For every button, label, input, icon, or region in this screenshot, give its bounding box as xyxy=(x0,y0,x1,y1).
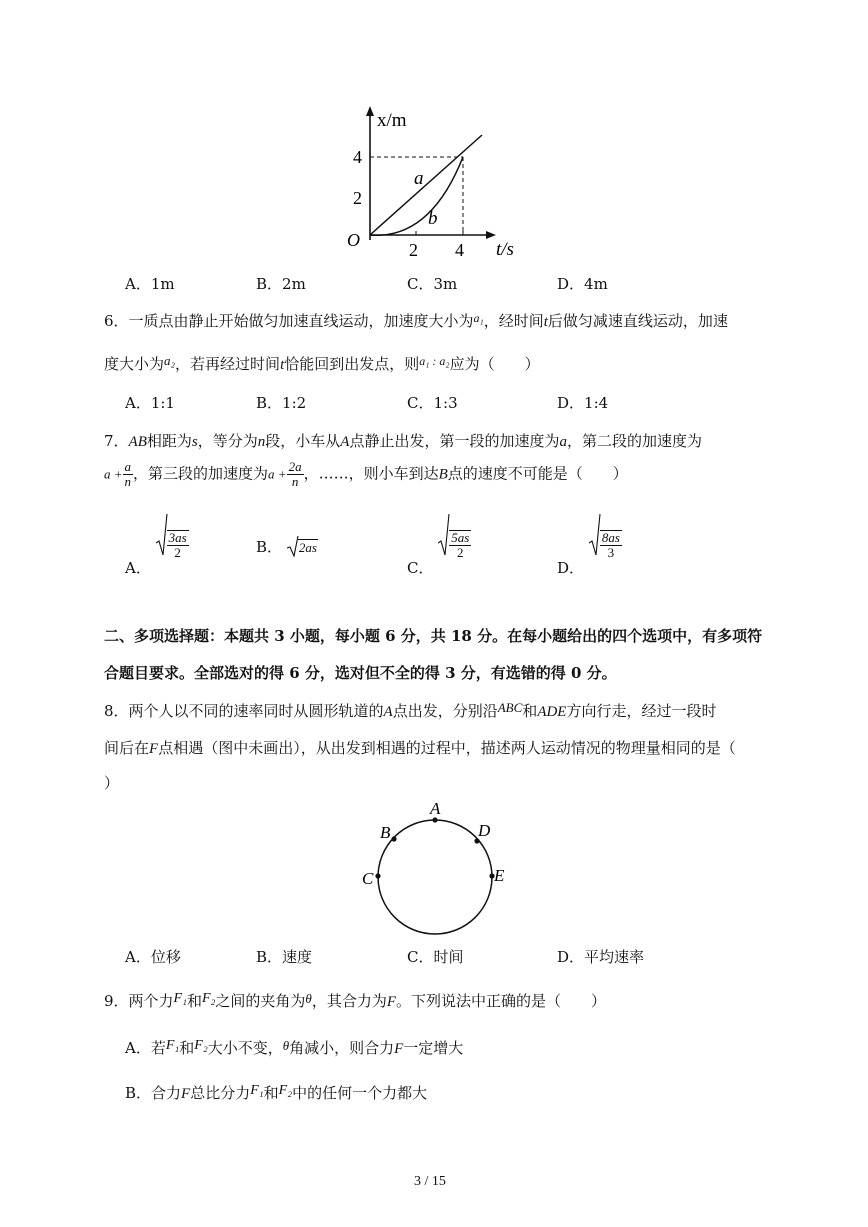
q9-text-5: 。下列说法中正确的是（ ） xyxy=(396,992,607,1010)
y-tick-label-2: 2 xyxy=(353,188,362,208)
q6-symbol-a2: a₂ xyxy=(164,353,176,368)
q8-option-b: B．速度 xyxy=(256,948,313,966)
q7-option-a-frac xyxy=(167,530,189,560)
q7-option-b-label: B． xyxy=(256,538,283,556)
q5-option-b: B．2m xyxy=(256,275,306,293)
q7-text-1: 7． xyxy=(104,432,129,450)
q8-line2 xyxy=(104,737,736,758)
q6-text-1: 6．一质点由静止开始做匀加速直线运动，加速度大小为 xyxy=(104,312,474,330)
origin-label: O xyxy=(347,230,360,250)
section-2-heading-line1: 二、多项选择题：本题共 3 小题，每小题 6 分，共 18 分。在每小题给出的四个选项中，有多项符 xyxy=(104,627,763,645)
q7-option-d xyxy=(557,513,622,578)
q7-option-c-den: 2 xyxy=(457,545,464,560)
q9-a-text-5: 一定增大 xyxy=(403,1039,464,1057)
q7-frac1-num: a xyxy=(124,459,132,474)
sqrt-icon xyxy=(287,535,299,557)
q9-a-symbol-F: F xyxy=(394,1041,404,1057)
q7-option-c-label: C． xyxy=(407,559,434,577)
x-axis-label: t/s xyxy=(496,239,514,260)
q7-option-d-frac xyxy=(600,530,622,560)
q8-option-d: D．平均速率 xyxy=(557,948,645,966)
point-c xyxy=(375,873,380,878)
q6-text-7: 应为（ ） xyxy=(449,355,540,373)
q6-symbol-t: t xyxy=(543,314,548,330)
q7-text-3: ，等分为 xyxy=(197,432,258,450)
q7-text-4: 段，小车从 xyxy=(265,432,341,450)
q7-option-b-value: 2as xyxy=(298,540,317,555)
q9-a-symbol-theta: θ xyxy=(282,1038,290,1053)
q9-symbol-theta: θ xyxy=(305,991,312,1006)
q7-frac1-den: n xyxy=(124,474,132,489)
q8-symbol-ade: ADE xyxy=(537,704,567,720)
q7-frac1 xyxy=(123,460,134,489)
q9-option-b xyxy=(125,1082,427,1103)
q9-b-text-3: 和 xyxy=(263,1084,279,1102)
q9-a-symbol-f1: F₁ xyxy=(165,1038,180,1053)
q6-text-2: ，经时间 xyxy=(483,312,544,330)
q7-option-a-num: 3as xyxy=(168,530,187,545)
q9-a-text-3: 大小不变， xyxy=(207,1039,283,1057)
q7-symbol-a: a xyxy=(559,434,567,450)
q8-text-5: 间后在 xyxy=(104,739,150,757)
q6-option-d: D．1:4 xyxy=(557,394,609,412)
q7-option-a-den: 2 xyxy=(174,545,181,560)
circle-track-diagram xyxy=(350,798,520,938)
q7-text-2: 相距为 xyxy=(146,432,192,450)
q7-symbol-A: A xyxy=(340,434,350,450)
q8-option-c: C．时间 xyxy=(407,948,464,966)
q7-frac1-pre: a + xyxy=(104,466,123,482)
x-axis-arrow xyxy=(486,231,496,239)
q7-symbol-ab: AB xyxy=(128,434,147,450)
q8-symbol-abc: ABC xyxy=(497,700,523,715)
q9-a-text-1: A．若 xyxy=(125,1039,166,1057)
y-tick-label-4: 4 xyxy=(353,147,362,167)
q7-symbol-B: B xyxy=(438,466,448,483)
q6-text-6: 恰能回到出发点，则 xyxy=(284,355,420,373)
point-b xyxy=(391,836,396,841)
q5-option-a: A．1m xyxy=(125,275,175,293)
q7-frac2 xyxy=(287,460,304,489)
q8-text-2: 点出发，分别沿 xyxy=(392,702,498,720)
q9-a-text-4: 角减小，则合力 xyxy=(289,1039,395,1057)
q9-b-text-1: B．合力 xyxy=(125,1084,182,1102)
q7-frac2-den: n xyxy=(291,474,299,489)
q6-option-c: C．1:3 xyxy=(407,394,458,412)
q7-text-9: 点的速度不可能是（ ） xyxy=(447,464,628,483)
label-a: A xyxy=(430,799,441,818)
y-axis-label: x/m xyxy=(377,110,407,131)
q7-option-a-label: A． xyxy=(125,559,151,577)
q8-text-3: 和 xyxy=(522,702,538,720)
x-tick-label-2: 2 xyxy=(409,240,418,260)
q6-ratio: a₁ : a₂ xyxy=(419,354,450,368)
curve-a xyxy=(370,135,482,235)
q9-b-symbol-F: F xyxy=(181,1086,191,1102)
q7-option-d-den: 3 xyxy=(607,545,615,560)
q8-symbol-F: F xyxy=(149,741,159,757)
q9-line1 xyxy=(104,990,606,1011)
q7-symbol-s: s xyxy=(191,434,198,450)
q7-option-a xyxy=(125,513,189,578)
x-t-graph xyxy=(330,100,530,270)
q8-text-1: 8．两个人以不同的速率同时从圆形轨道的 xyxy=(104,702,384,720)
q8-text-4: 方向行走，经过一段时 xyxy=(566,702,717,720)
q7-text-6: ，第二段的加速度为 xyxy=(566,432,702,450)
q7-frac2-num: 2a xyxy=(288,459,302,474)
q7-option-d-label: D． xyxy=(557,559,585,577)
q9-option-a xyxy=(125,1037,463,1058)
label-b: B xyxy=(380,823,391,842)
q9-text-2: 和 xyxy=(186,992,202,1010)
q6-option-b: B．1:2 xyxy=(256,394,307,412)
q7-option-c-frac xyxy=(449,530,471,560)
q8-symbol-A: A xyxy=(383,704,393,720)
q8-text-6: 点相遇（图中未画出），从出发到相遇的过程中，描述两人运动情况的物理量相同的是（ xyxy=(158,739,736,757)
point-a xyxy=(432,817,437,822)
q7-line1 xyxy=(104,430,702,451)
y-axis-arrow xyxy=(366,106,374,116)
q8-option-a: A．位移 xyxy=(125,948,181,966)
label-d: D xyxy=(478,821,491,840)
x-tick-label-4: 4 xyxy=(455,240,464,260)
q9-a-text-2: 和 xyxy=(179,1039,195,1057)
q7-option-c xyxy=(407,513,471,578)
q9-text-4: ，其合力为 xyxy=(311,992,387,1010)
q9-b-text-2: 总比分力 xyxy=(190,1084,251,1102)
curve-a-label: a xyxy=(414,168,424,189)
q9-symbol-f1: F₁ xyxy=(173,991,187,1006)
q7-line2 xyxy=(104,460,628,489)
q9-text-1: 9．两个力 xyxy=(104,992,174,1010)
q9-symbol-F: F xyxy=(386,994,396,1010)
section-2-heading-line2: 合题目要求。全部选对的得 6 分，选对但不全的得 3 分，有选错的得 0 分。 xyxy=(104,664,617,682)
q7-text-5: 点静止出发，第一段的加速度为 xyxy=(349,432,560,450)
page-number: 3 / 15 xyxy=(414,1174,446,1189)
q7-option-c-num: 5as xyxy=(451,530,470,545)
q6-text-3: 后做匀减速直线运动，加速 xyxy=(547,312,728,330)
q9-b-symbol-f1: F₁ xyxy=(250,1083,264,1098)
q9-b-symbol-f2: F₂ xyxy=(278,1083,293,1098)
q8-line1 xyxy=(104,700,717,721)
q9-symbol-f2: F₂ xyxy=(201,991,216,1006)
q6-line1 xyxy=(104,310,728,331)
q7-option-d-num: 8as xyxy=(601,530,620,545)
q6-symbol-t2: t xyxy=(280,357,285,373)
q9-a-symbol-f2: F₂ xyxy=(194,1038,208,1053)
q6-symbol-a1: a₁ xyxy=(473,311,484,325)
curve-b-label: b xyxy=(428,208,438,229)
q7-text-8: ，……，则小车到达 xyxy=(303,464,439,483)
q9-text-3: 之间的夹角为 xyxy=(215,992,306,1010)
q9-b-text-4: 中的任何一个力都大 xyxy=(292,1084,428,1102)
q7-text-7: ，第三段的加速度为 xyxy=(133,464,269,483)
q5-option-d: D．4m xyxy=(557,275,608,293)
q7-symbol-n: n xyxy=(257,434,266,450)
q6-option-a: A．1:1 xyxy=(125,394,175,412)
q7-frac2-pre: a + xyxy=(268,466,287,482)
q5-option-c: C．3m xyxy=(407,275,458,293)
q8-line3: ） xyxy=(104,774,120,792)
label-c: C xyxy=(362,869,374,888)
q6-line2 xyxy=(104,353,540,374)
q7-option-b xyxy=(256,535,318,557)
q6-text-5: ，若再经过时间 xyxy=(175,355,281,373)
q6-text-4: 度大小为 xyxy=(104,355,165,373)
label-e: E xyxy=(494,866,505,885)
